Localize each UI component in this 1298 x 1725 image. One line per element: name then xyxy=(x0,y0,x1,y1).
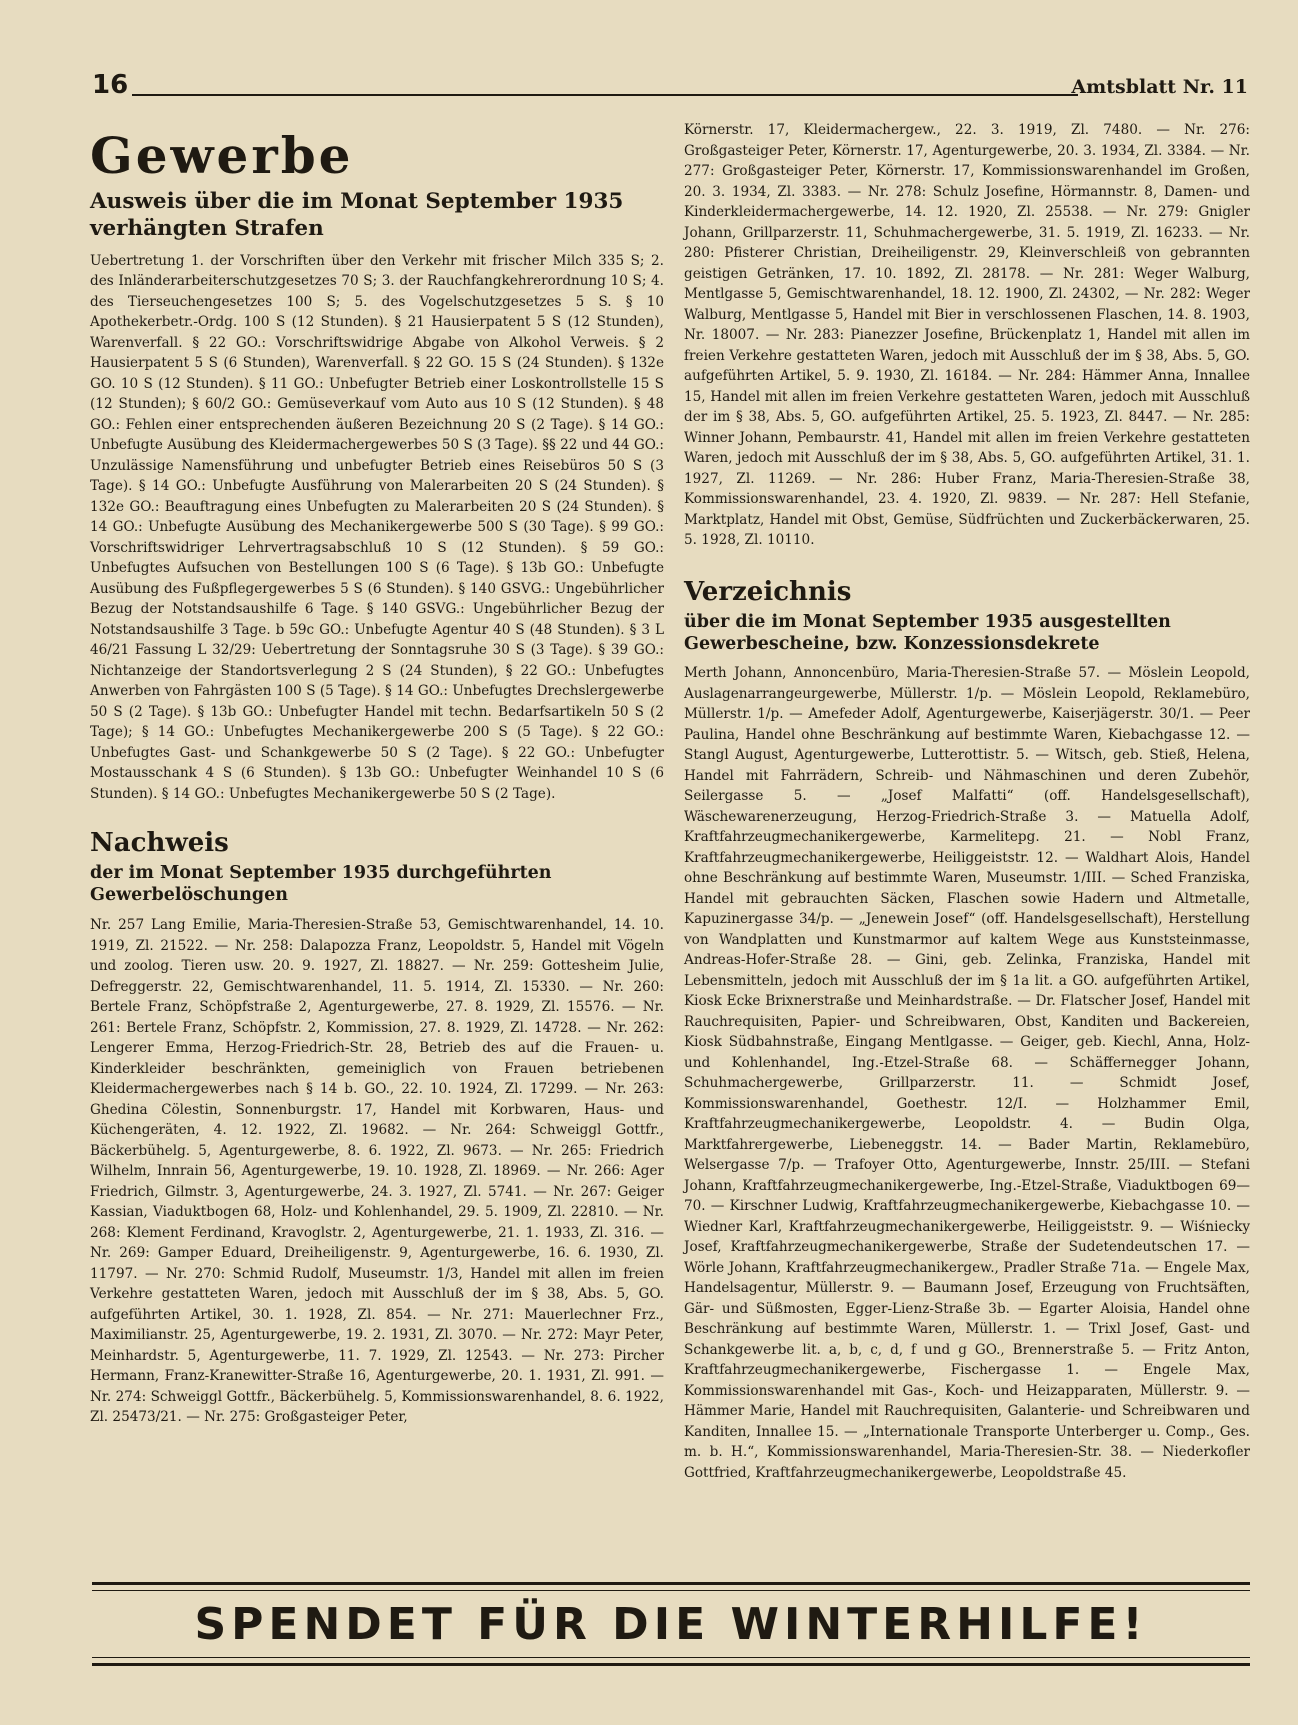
header-rule xyxy=(132,94,1078,96)
page-number: 16 xyxy=(92,70,129,100)
left-column xyxy=(90,120,664,1428)
licenses-text: Merth Johann, Annoncenbüro, Maria-Theresien-Straße 57. — Möslein Leopold, Auslagenarrangeurgewerbe, Müllerstr. 1/p. — Möslein Leopold, Reklamebüro, Müllerstr. 1/p. — Amefeder Adolf, Agenturgewerbe, Kaiserjägerstr. 30/1. — Peer Paulina, Handel ohne Beschränkung auf bestimmte Waren, Kiebachgasse 12. — Stangl August, Agenturgewerbe, Lutterottistr. 5. — Witsch, geb. Stieß, Helena, Handel mit Fahrrädern, Schreib- und Nähmaschinen und deren Zubehör, Seilergasse 5. — „Josef Malfatti“ (off. Handelsgesellschaft), Wäschewarenerzeugung, Herzog-Friedrich-Straße 3. — Matuella Adolf, Kraftfahrzeugmechanikergewerbe, Karmelitерg. 21. — Nobl Franz, Kraftfahrzeugmechanikergewerbe, Heiliggeiststr. 12. — Waldhart Alois, Handel ohne Beschränkung auf bestimmte Waren, Museumstr. 1/III. — Sched Franziska, Handel mit gebrauchten Säcken, Flaschen sowie Hadern und Altmetalle, Kapuzinergasse 34/p. — „Jenewein Josef“ (off. Handelsgesellschaft), Herstellung von Wandplatten und Kunstmarmor auf kaltem Wege aus Kunststeinmasse, Andreas-Hofer-Straße 28. — Gini, geb. Zelinka, Franziska, Handel mit Lebensmitteln, jedoch mit Ausschluß der im § 1a lit. a GO. aufgeführten Artikel, Kiosk Ecke Brixnerstraße und Meinhardstraße. — Dr. Flatscher Josef, Handel mit Rauchrequisiten, Papier- und Schreibwaren, Obst, Kanditen und Backereien, Kiosk Südbahnstraße, Eingang Mentlgasse. — Geiger, geb. Kiechl, Anna, Holz- und Kohlenhandel, Ing.-Etzel-Straße 68. — Schäffernegger Johann, Schuhmachergewerbe, Grillparzerstr. 11. — Schmidt Josef, Kommissionswarenhandel, Goethestr. 12/I. — Holzhammer Emil, Kraftfahrzeugmechanikergewerbe, Leopoldstr. 4. — Budin Olga, Marktfahrergewerbe, Liebeneggstr. 14. — Bader Martin, Reklamebüro, Welsergasse 7/p. — Trafoyer Otto, Agenturgewerbe, Innstr. 25/III. — Stefani Johann, Kraftfahrzeugmechanikergewerbe, Ing.-Etzel-Straße, Viaduktbogen 69—70. — Kirschner Ludwig, Kraftfahrzeugmechanikergewerbe, Kiebachgasse 10. — Wiedner Karl, Kraftfahrzeugmechanikergewerbe, Heiliggeiststr. 9. — Wiśniecky Josef, Kraftfahrzeugmechanikergewerbe, Straße der Sudetendeutschen 17. — Wörle Johann, Kraftfahrzeugmechanikergew., Pradler Straße 71a. — Engele Max, Handelsagentur, Müllerstr. 9. — Baumann Josef, Erzeugung von Fruchtsäften, Gär- und Süßmosten, Egger-Lienz-Straße 3b. — Egarter Aloisia, Handel ohne Beschränkung auf bestimmte Waren, Müllerstr. 1. — Trixl Josef, Gast- und Schankgewerbe lit. a, b, c, d, f und g GO., Brennerstraße 5. — Fritz Anton, Kraftfahrzeugmechanikergewerbe, Fischergasse 1. — Engele Max, Kommissionswarenhandel mit Gas-, Koch- und Heizapparaten, Müllerstr. 9. — Hämmer Marie, Handel mit Rauchrequisiten, Galanterie- und Schreibwaren und Kanditen, Innallee 15. — „Internationale Transporte Unterberger u. Comp., Ges. m. b. H.“, Kommissionswarenhandel, Maria-Theresien-Str. 38. — Niederkofler Gottfried, Kraftfahrzeugmechanikergewerbe, Leopoldstraße 45. xyxy=(684,665,1250,1481)
page-title: Gewerbe xyxy=(90,126,354,185)
penalties-subtitle: Ausweis über die im Monat September 1935 verhängten Strafen xyxy=(90,189,624,241)
deletions-continued-text: Körnerstr. 17, Kleidermachergew., 22. 3. 1919, Zl. 7480. — Nr. 276: Großgasteiger Peter, Körnerstr. 17, Agenturgewerbe, 20. 3. 1934, Zl. 3384. — Nr. 277: Großgasteiger Peter, Körnerstr. 17, Kommissionswarenhandel im Großen, 20. 3. 1934, Zl. 3383. — Nr. 278: Schulz Josefine, Hörmannstr. 8, Damen- und Kinderkleidermachergewerbe, 14. 12. 1920, Zl. 25538. — Nr. 279: Gnigler Johann, Grillparzerstr. 11, Schuhmachergewerbe, 31. 5. 1919, Zl. 16233. — Nr. 280: Pfisterer Christian, Dreiheiligenstr. 29, Kleinverschleiß von gebrannten geistigen Getränken, 17. 10. 1892, Zl. 28178. — Nr. 281: Weger Walburg, Mentlgasse 5, Gemischtwarenhandel, 18. 12. 1900, Zl. 24302, — Nr. 282: Weger Walburg, Mentlgasse 5, Handel mit Bier in verschlossenen Flaschen, 14. 8. 1903, Nr. 18007. — Nr. 283: Pianezzer Josefine, Brückenplatz 1, Handel mit allen im freien Verkehre gestatteten Waren, jedoch mit Ausschluß der im § 38, Abs. 5, GO. aufgeführten Artikel, 5. 9. 1930, Zl. 16184. — Nr. 284: Hämmer Anna, Innallee 15, Handel mit allen im freien Verkehre gestatteten Waren, jedoch mit Ausschluß der im § 38, Abs. 5, GO. aufgeführten Artikel, 25. 5. 1923, Zl. 8447. — Nr. 285: Winner Johann, Pembaurstr. 41, Handel mit allen im freien Verkehre gestatteten Waren, jedoch mit Ausschluß der im § 38, Abs. 5, GO. aufgeführten Artikel, 31. 1. 1927, Zl. 11269. — Nr. 286: Huber Franz, Maria-Theresien-Straße 38, Kommissionswarenhandel, 23. 4. 1920, Zl. 9839. — Nr. 287: Hell Stefanie, Marktplatz, Handel mit Obst, Gemüse, Südfrüchten und Zuckerbäckerwaren, 25. 5. 1928, Zl. 10110. xyxy=(684,122,1250,548)
deletions-title: Nachweis xyxy=(90,828,229,859)
page-header xyxy=(90,68,1248,108)
right-column xyxy=(684,120,1250,1483)
deletions-subtitle: der im Monat September 1935 durchgeführten Gewerbelöschungen xyxy=(90,863,552,906)
licenses-subtitle: über die im Monat September 1935 ausgestellten Gewerbescheine, bzw. Konzessionsdekrete xyxy=(684,611,1171,654)
licenses-title: Verzeichnis xyxy=(684,576,852,607)
deletions-text: Nr. 257 Lang Emilie, Maria-Theresien-Straße 53, Gemischtwarenhandel, 14. 10. 1919, Zl. 21522. — Nr. 258: Dalapozza Franz, Leopoldstr. 5, Handel mit Vögeln und zoolog. Tieren usw. 20. 9. 1927, Zl. 18827. — Nr. 259: Gottesheim Julie, Defreggerstr. 22, Gemischtwarenhandel, 11. 5. 1914, Zl. 15330. — Nr. 260: Bertele Franz, Schöpfstraße 2, Agenturgewerbe, 27. 8. 1929, Zl. 15576. — Nr. 261: Bertele Franz, Schöpfstr. 2, Kommission, 27. 8. 1929, Zl. 14728. — Nr. 262: Lengerer Emma, Herzog-Friedrich-Str. 28, Betrieb des auf die Frauen- u. Kinderkleider beschränkten, gemeiniglich von Frauen betriebenen Kleidermachergewerbes nach § 14 b. GO., 22. 10. 1924, Zl. 17299. — Nr. 263: Ghedina Cölestin, Sonnenburgstr. 17, Handel mit Korbwaren, Haus- und Küchengeräten, 4. 12. 1922, Zl. 19682. — Nr. 264: Schweiggl Gottfr., Bäckerbühelg. 5, Agenturgewerbe, 8. 6. 1922, Zl. 9673. — Nr. 265: Friedrich Wilhelm, Innrain 56, Agenturgewerbe, 19. 10. 1928, Zl. 18969. — Nr. 266: Ager Friedrich, Gilmstr. 3, Agenturgewerbe, 24. 3. 1927, Zl. 5741. — Nr. 267: Geiger Kassian, Viaduktbogen 68, Holz- und Kohlenhandel, 29. 5. 1909, Zl. 22810. — Nr. 268: Klement Ferdinand, Kravoglstr. 2, Agenturgewerbe, 21. 1. 1933, Zl. 316. — Nr. 269: Gamper Eduard, Dreiheiligenstr. 9, Agenturgewerbe, 16. 6. 1930, Zl. 11797. — Nr. 270: Schmid Rudolf, Museumstr. 1/3, Handel mit allen im freien Verkehre gestatteten Waren, jedoch mit Ausschluß der im § 38, Abs. 5, GO. aufgeführten Artikel, 30. 1. 1928, Zl. 854. — Nr. 271: Mauerlechner Frz., Maximilianstr. 25, Agenturgewerbe, 19. 2. 1931, Zl. 3070. — Nr. 272: Mayr Peter, Meinhardstr. 5, Agenturgewerbe, 11. 7. 1929, Zl. 12543. — Nr. 273: Pircher Hermann, Franz-Kranewitter-Straße 16, Agenturgewerbe, 20. 1. 1931, Zl. 991. — Nr. 274: Schweiggl Gottfr., Bäckerbühelg. 5, Kommissionswarenhandel, 8. 6. 1922, Zl. 25473/21. — Nr. 275: Großgasteiger Peter, xyxy=(90,917,664,1426)
winterhilfe-banner xyxy=(92,1582,1250,1666)
licenses-section xyxy=(684,577,1250,1484)
banner-text: SPENDET FÜR DIE WINTERHILFE! xyxy=(194,1598,1148,1650)
issue-label: Amtsblatt Nr. 11 xyxy=(1071,76,1248,98)
penalties-text: Uebertretung 1. der Vorschriften über den Verkehr mit frischer Milch 335 S; 2. des Inländerarbeiterschutzgesetzes 70 S; 3. der Rauchfangkehrerordnung 10 S; 4. des Tierseuchengesetzes 100 S; 5. des Vogelschutzgesetzes 5 S. § 10 Apothekerbetr.-Ordg. 100 S (12 Stunden). § 21 Hausierpatent 5 S (12 Stunden), Warenverfall. § 22 GO.: Vorschriftswidrige Abgabe von Alkohol Verweis. § 2 Hausierpatent 5 S (6 Stunden), Warenverfall. § 22 GO. 15 S (24 Stunden). § 132e GO. 10 S (12 Stunden). § 11 GO.: Unbefugter Betrieb einer Loskontrollstelle 15 S (12 Stunden); § 60/2 GO.: Gemüseverkauf vom Auto aus 10 S (12 Stunden). § 48 GO.: Fehlen einer entsprechenden äußeren Bezeichnung 20 S (2 Tage). § 14 GO.: Unbefugte Ausübung des Kleidermachergewerbes 50 S (3 Tage). §§ 22 und 44 GO.: Unzulässige Namensführung und unbefugter Betrieb eines Reisebüros 50 S (3 Tage). § 14 GO.: Unbefugte Ausführung von Malerarbeiten 20 S (24 Stunden). § 132e GO.: Beauftragung eines Unbefugten zu Malerarbeiten 20 S (24 Stunden). § 14 GO.: Unbefugte Ausübung des Mechanikergewerbe 500 S (30 Tage). § 99 GO.: Vorschriftswidriger Lehrvertragsabschluß 10 S (12 Stunden). § 59 GO.: Unbefugtes Aufsuchen von Bestellungen 100 S (6 Tage). § 13b GO.: Unbefugte Ausübung des Fußpflegergewerbes 5 S (6 Stunden). § 140 GSVG.: Ungebührlicher Bezug der Notstandsaushilfe 6 Tage. § 140 GSVG.: Ungebührlicher Bezug der Notstandsaushilfe 3 Tage. b 59c GO.: Unbefugte Agentur 40 S (48 Stunden). § 3 L 46/21 Fassung L 32/29: Uebertretung der Sonntagsruhe 30 S (3 Tage). § 39 GO.: Nichtanzeige der Standortsverlegung 2 S (24 Stunden), § 22 GO.: Unbefugtes Anwerben von Fahrgästen 100 S (5 Tage). § 14 GO.: Unbefugtes Drechslergewerbe 50 S (2 Tage). § 13b GO.: Unbefugter Handel mit techn. Bedarfsartikeln 50 S (2 Tage); § 14 GO.: Unbefugtes Mechanikergewerbe 200 S (5 Tage). § 22 GO.: Unbefugtes Gast- und Schankgewerbe 50 S (2 Tage). § 22 GO.: Unbefugter Mostausschank 4 S (6 Stunden). § 13b GO.: Unbefugter Weinhandel 10 S (6 Stunden). § 14 GO.: Unbefugtes Mechanikergewerbe 50 S (2 Tage). xyxy=(90,252,664,802)
deletions-section xyxy=(90,828,664,1427)
